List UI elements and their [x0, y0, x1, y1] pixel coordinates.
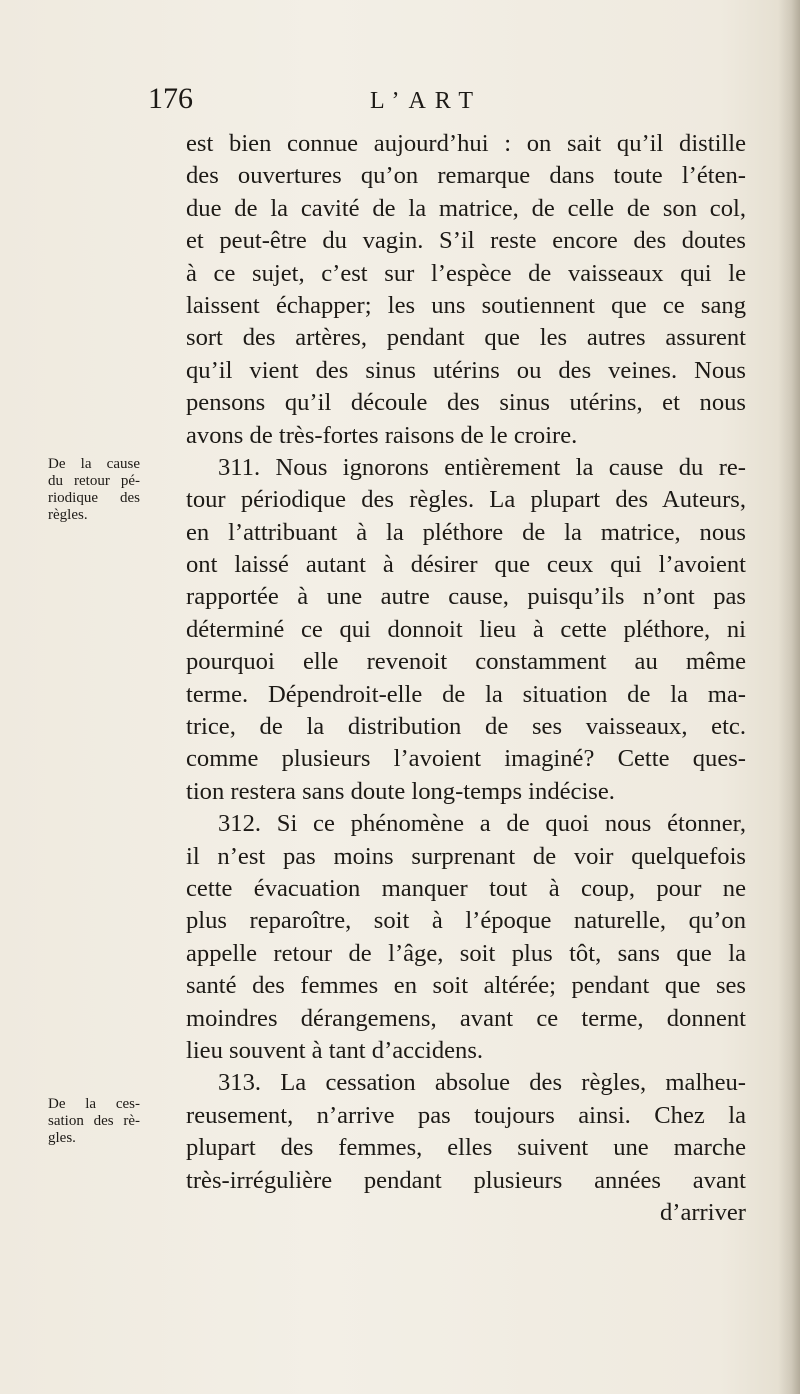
margin-note-cessation: [48, 1096, 140, 1147]
text-line: très-irrégulière pendant plusieurs années avant: [186, 1166, 746, 1194]
text-line: il n’est pas moins surprenant de voir quelquefois: [186, 842, 746, 870]
page-header: [148, 82, 748, 122]
text-line: à ce sujet, c’est sur l’espèce de vaisseaux qui le: [186, 259, 746, 287]
margin-note-line: De la cause: [48, 456, 140, 472]
text-line: pensons qu’il découle des sinus utérins, et nous: [186, 389, 746, 417]
text-line: trice, de la distribution de ses vaisseaux, etc.: [186, 713, 746, 741]
margin-note-line: sation des rè-: [48, 1113, 140, 1129]
margin-note-line: De la ces-: [48, 1096, 140, 1112]
text-line: appelle retour de l’âge, soit plus tôt, sans que la: [186, 939, 746, 967]
margin-note-cause: [48, 456, 140, 524]
text-line: cette évacuation manquer tout à coup, pour ne: [186, 874, 746, 902]
paragraph-313-start: 313. La cessation absolue des règles, malheu-: [218, 1069, 746, 1097]
text-line: terme. Dépendroit-elle de la situation de la ma-: [186, 680, 746, 708]
paragraph-311-start: 311. Nous ignorons entièrement la cause du re-: [218, 453, 746, 481]
page-edge-shadow: [778, 0, 800, 1394]
text-line: et peut-être du vagin. S’il reste encore des doutes: [186, 227, 746, 255]
text-line: déterminé ce qui donnoit lieu à cette pléthore, ni: [186, 615, 746, 643]
text-line: sort des artères, pendant que les autres assurent: [186, 324, 746, 352]
margin-note-line: riodique des: [48, 490, 140, 506]
text-line: des ouvertures qu’on remarque dans toute l’éten-: [186, 162, 746, 190]
text-line: santé des femmes en soit altérée; pendant que ses: [186, 972, 746, 1000]
text-line: laissent échapper; les uns soutiennent que ce sang: [186, 291, 746, 319]
margin-note-line: du retour pé-: [48, 473, 140, 489]
text-line: avons de très-fortes raisons de le croire.: [186, 421, 578, 449]
text-line: qu’il vient des sinus utérins ou des veines. Nous: [186, 356, 746, 384]
text-line: reusement, n’arrive pas toujours ainsi. Chez la: [186, 1101, 746, 1129]
page-number: 176: [148, 82, 193, 115]
running-head: L’ART: [370, 88, 483, 114]
text-line: rapportée à une autre cause, puisqu’ils n’ont pas: [186, 583, 746, 611]
text-line: lieu souvent à tant d’accidens.: [186, 1036, 484, 1064]
catchword: d’arriver: [659, 1198, 746, 1226]
text-line: en l’attribuant à la pléthore de la matrice, nous: [186, 518, 746, 546]
paragraph-312-start: 312. Si ce phénomène a de quoi nous étonner,: [218, 810, 746, 838]
text-line: tion restera sans doute long-temps indécise.: [186, 777, 615, 805]
text-line: moindres dérangemens, avant ce terme, donnent: [186, 1004, 746, 1032]
text-line: tour périodique des règles. La plupart des Auteurs,: [186, 486, 746, 514]
text-line: pourquoi elle revenoit constamment au même: [186, 648, 746, 676]
margin-note-line: règles.: [48, 507, 88, 523]
text-line: comme plusieurs l’avoient imaginé? Cette ques-: [186, 745, 746, 773]
margin-note-line: gles.: [48, 1130, 76, 1146]
body-text: [186, 128, 746, 1229]
text-line: est bien connue aujourd’hui : on sait qu’il distille: [186, 130, 746, 157]
text-line: ont laissé autant à désirer que ceux qui l’avoient: [186, 551, 746, 579]
text-line: plupart des femmes, elles suivent une marche: [186, 1134, 746, 1162]
text-line: plus reparoître, soit à l’époque naturelle, qu’on: [186, 907, 746, 935]
text-line: due de la cavité de la matrice, de celle de son col,: [186, 194, 746, 222]
